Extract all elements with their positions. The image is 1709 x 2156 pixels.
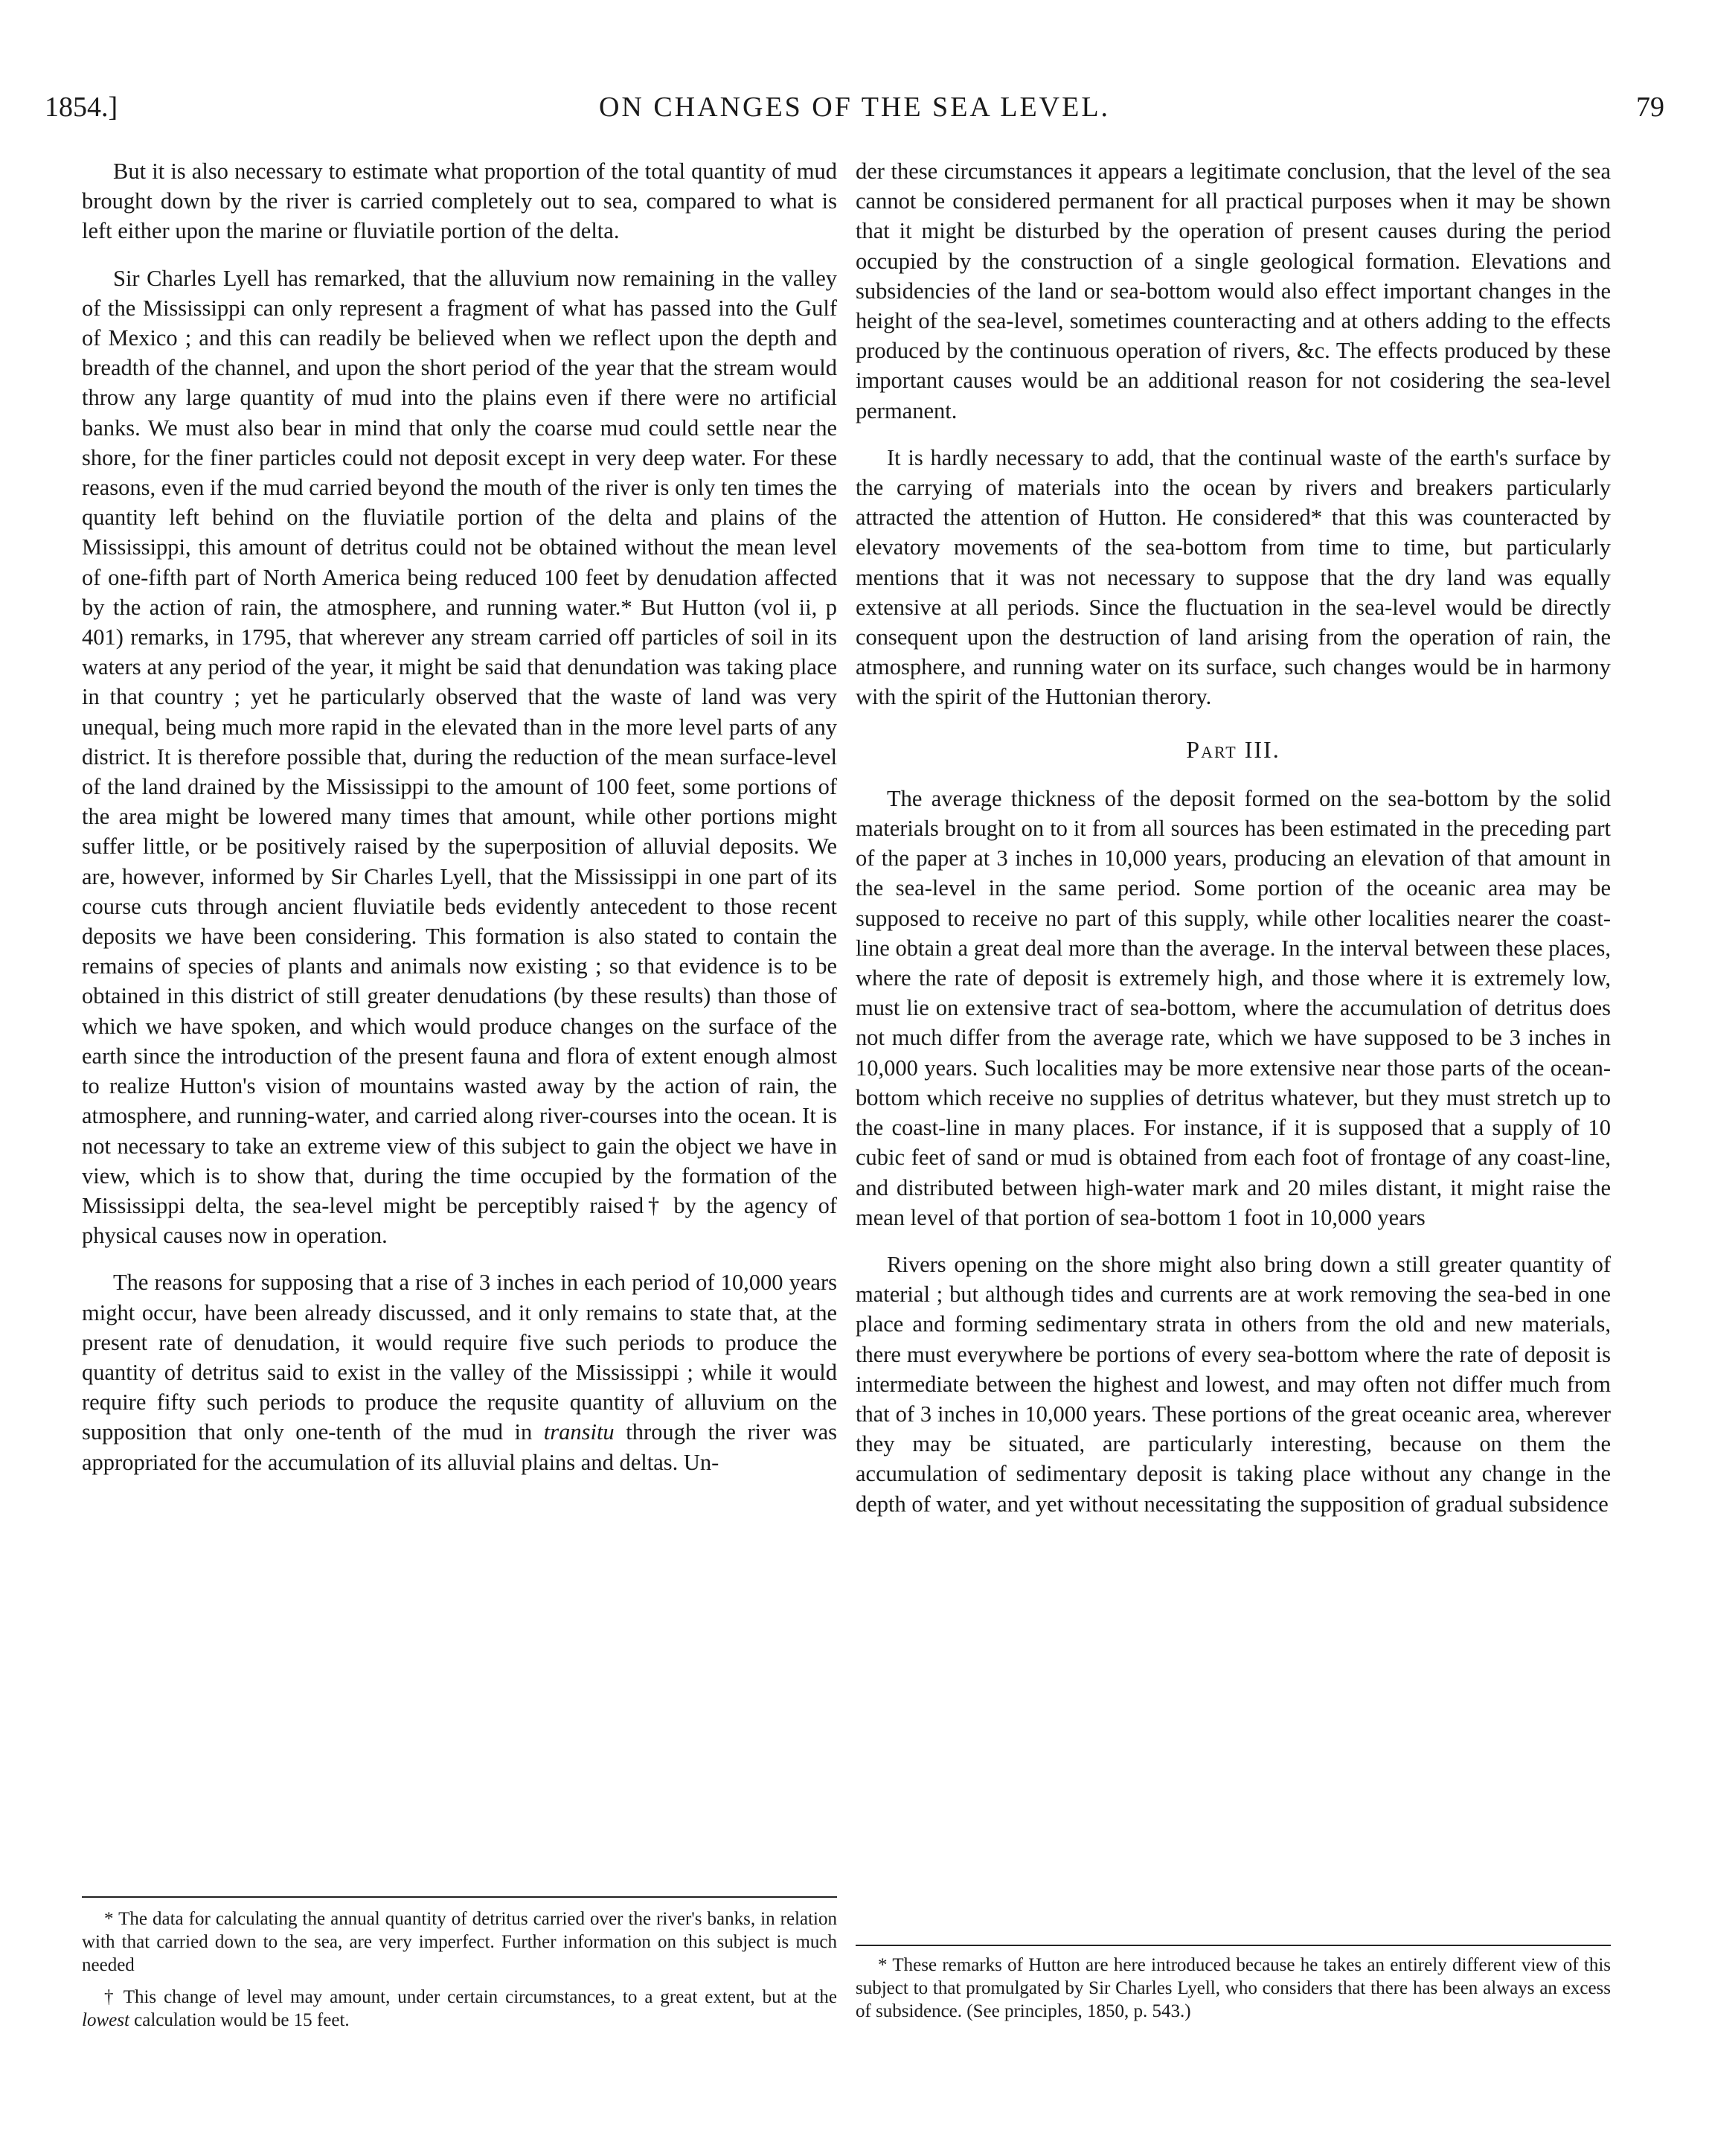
paragraph: Sir Charles Lyell has remarked, that the alluvium now remaining in the valley of the Mississippi can only represent a fragment of what has passed into the Gulf of Mexico ; and this can readily be believed when we reflect upon the depth and breadth of the channel, and upon the short period of the year that the stream would throw any large quantity of mud into the plains even if there were no artificial banks. We must also bear in mind that only the coarse mud could settle near the shore, for the finer particles could not deposit except in very deep water. For these reasons, even if the mud carried beyond the mouth of the river is only ten times the quantity left behind on the fluviatile portion of the delta and plains of the Mississippi, this amount of detritus could not be obtained without the mean level of one-fifth part of North America being reduced 100 feet by denudation affected by the action of rain, the atmosphere, and running water.* But Hutton (vol ii, p 401) remarks, in 1795, that wherever any stream carried off particles of soil in its waters at any period of the year, it might be said that denundation was taking place in that country ; yet he particularly observed that the waste of land was very unequal, being much more rapid in the elevated than in the more level parts of any district. It is therefore possible that, during the reduction of the mean surface-level of the land drained by the Mississippi to the amount of 100 feet, some portions of the area might be lowered many times that amount, while other portions might suffer little, or be positively raised by the superposition of alluvial deposits. We are, however, informed by Sir Charles Lyell, that the Mississippi in one part of its course cuts through ancient fluviatile beds evidently antecedent to those recent deposits we have been considering. This formation is also stated to contain the remains of species of plants and animals now existing ; so that evidence is to be obtained in this district of still greater denudations (by these results) than those of which we have spoken, and which would produce changes on the surface of the earth since the introduction of the present fauna and flora of extent enough almost to realize Hutton's vision of mountains wasted away by the action of rain, the atmosphere, and running-water, and carried along river-courses into the ocean. It is not necessary to take an extreme view of this subject to gain the object we have in view, which is to show that, during the time occupied by the formation of the Mississippi delta, the sea-level might be perceptibly raised† by the agency of physical causes now in operation. bbox=[82, 265, 837, 1249]
running-header bbox=[45, 91, 1664, 135]
paragraph: The reasons for supposing that a rise of 3 inches in each period of 10,000 years might occur, have been already discussed, and it only remains to state that, at the present rate of denudation, it would require five such periods to produce the quantity of detritus said to exist in the valley of the Mississippi ; while it would require fifty such periods to produce the requsite quantity of alluvium on the supposition that only one-tenth of the mud in transitu through the river was appropriated for the accumulation of its alluvial plains and deltas. Un- bbox=[82, 1270, 838, 1475]
section-heading: Part III. bbox=[1186, 735, 1280, 763]
paragraph: The average thickness of the deposit formed on the sea-bottom by the solid materials brought on to it from all sources has been estimated in the preceding part of the paper at 3 inches in 10,000 years, producing an elevation of that amount in the sea-level in the same period. Some portion of the oceanic area may be supposed to receive no part of this supply, while other localities nearer the coast-line obtain a great deal more than the average. In the interval between these places, where the rate of deposit is extremely high, and those where it is extremely low, must lie on extensive tract of sea-bottom, where the accumulation of detritus does not much differ from the average rate, which we have supposed to be 3 inches in 10,000 years. Such localities may be more extensive near those parts of the ocean-bottom which receive no supplies of detritus whatever, but they must stretch up to the coast-line in many places. For instance, if it is supposed that a supply of 10 cubic feet of sand or mud is obtained from each foot of frontage of any coast-line, and distributed between high-water mark and 20 miles distant, it might raise the mean level of that portion of sea-bottom 1 foot in 10,000 years bbox=[856, 785, 1611, 1230]
footnote: * The data for calculating the annual quantity of detritus carried over the river's banks, in relation with that carried down to the sea, are very imperfect. Further information on this subject is much needed bbox=[82, 1909, 837, 1975]
paragraph: But it is also necessary to estimate what proportion of the total quantity of mud brought down by the river is carried completely out to sea, compared to what is left either upon the marine or fluviatile portion of the delta. bbox=[82, 159, 837, 244]
footnote-rule bbox=[82, 1896, 837, 1898]
footnote: † This change of level may amount, under certain circumstances, to a great extent, but at the lowest calculation would be 15 feet. bbox=[82, 1987, 837, 2030]
footnote-rule bbox=[856, 1945, 1611, 1946]
paragraph: Rivers opening on the shore might also bring down a still greater quantity of material ; but although tides and currents are at work removing the sea-bed in one place and forming sedimentary strata in others from the old and new materials, there must everywhere be portions of every sea-bottom where the rate of deposit is intermediate between the highest and lowest, and may often not differ much from that of 3 inches in 10,000 years. These portions of the great oceanic area, wherever they may be situated, are particularly interesting, because on them the accumulation of sedimentary deposit is taking place without any change in the depth of water, and yet without necessitating the supposition of gradual subsidence bbox=[856, 1251, 1611, 1517]
paragraph: It is hardly necessary to add, that the continual waste of the earth's surface by the carrying of materials into the ocean by rivers and breakers particularly attracted the attention of Hutton. He considered* that this was counteracted by elevatory movements of the sea-bottom from time to time, but particularly mentions that it was not necessary to suppose that the dry land was equally extensive at all periods. Since the fluctuation in the sea-level would be directly consequent upon the destruction of land arising from the operation of rain, the atmosphere, and running water on its surface, such changes would be in harmony with the spirit of the Huttonian therory. bbox=[856, 444, 1611, 710]
italic-term: transitu bbox=[543, 1419, 615, 1445]
italic-term: lowest bbox=[82, 2010, 129, 2030]
footnotes-left bbox=[82, 1907, 837, 2041]
running-title: ON CHANGES OF THE SEA LEVEL. bbox=[598, 92, 1111, 123]
paragraph: der these circumstances it appears a legitimate conclusion, that the level of the sea cannot be considered permanent for all practical purposes when it may be shown that it might be disturbed by the operation of present causes during the period occupied by the construction of a single geological formation. Elevations and subsidencies of the land or sea-bottom would also effect important changes in the height of the sea-level, sometimes counteracting and at others adding to the effects produced by the continuous operation of rivers, &c. The effects produced by these important causes would be an additional reason for not cosidering the sea-level permanent. bbox=[856, 159, 1611, 423]
footnote: * These remarks of Hutton are here introduced because he takes an entirely different view of this subject to that promulgated by Sir Charles Lyell, who considers that there has been always an excess of subsidence. (See principles, 1850, p. 543.) bbox=[856, 1955, 1611, 2021]
footnotes-right bbox=[856, 1954, 1611, 2032]
page-number: 79 bbox=[1636, 92, 1664, 123]
left-column bbox=[82, 156, 837, 1494]
year-label: 1854.] bbox=[45, 92, 118, 123]
right-column bbox=[856, 156, 1611, 1536]
